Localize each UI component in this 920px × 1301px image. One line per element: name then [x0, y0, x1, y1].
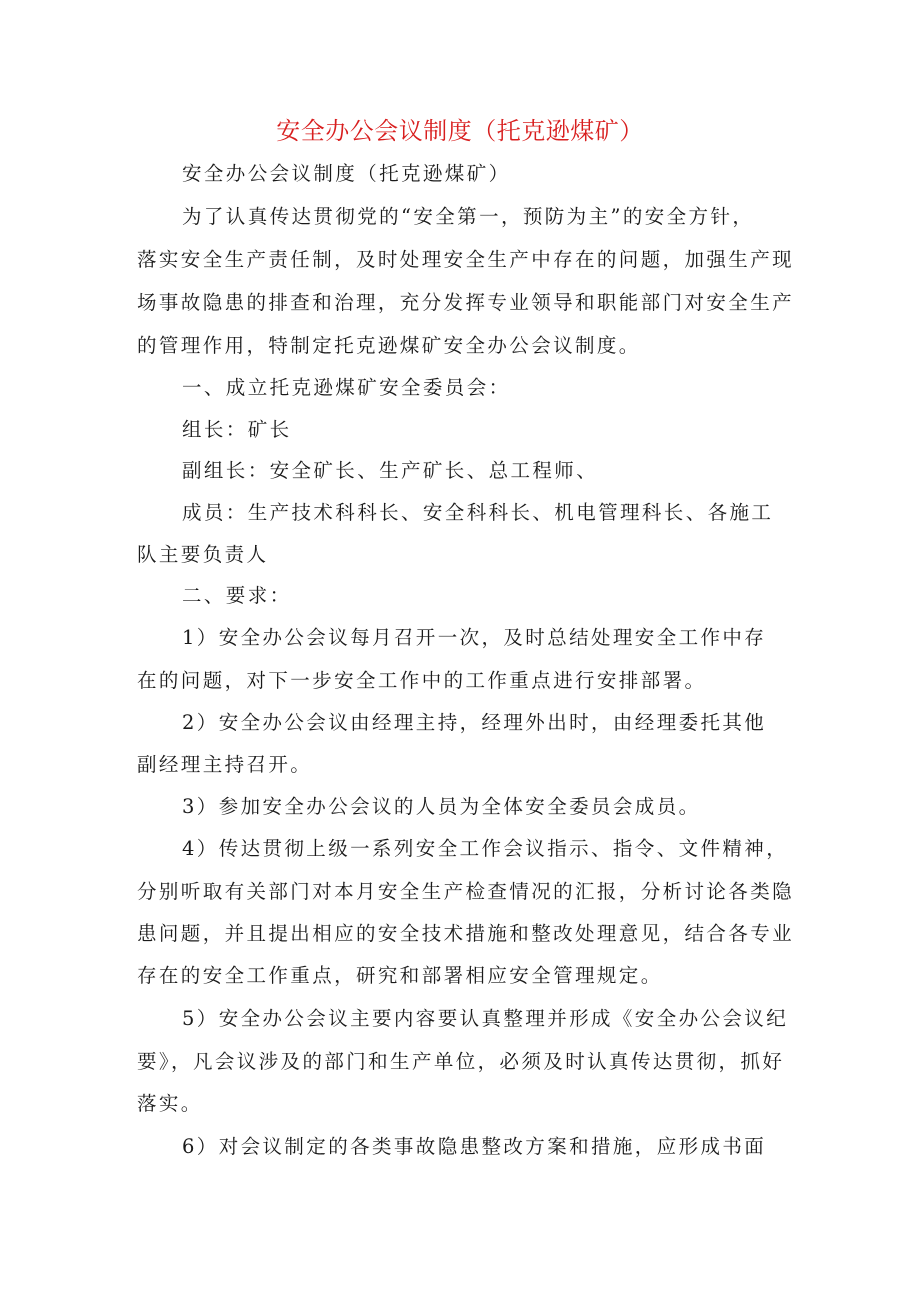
paragraph-line: 落实安全生产责任制，及时处理安全生产中存在的问题，加强生产现 [137, 248, 795, 271]
paragraph-line: 队主要负责人 [137, 543, 269, 566]
paragraph-line: 成员：生产技术科科长、安全科科长、机电管理科长、各施工 [182, 501, 774, 524]
list-item-line: 患问题，并且提出相应的安全技术措施和整改处理意见，结合各专业 [137, 922, 795, 945]
list-item-line: 1）安全办公会议每月召开一次，及时总结处理安全工作中存 [182, 626, 767, 649]
section-heading: 二、要求： [182, 584, 292, 607]
document-title: 安全办公会议制度（托克逊煤矿） [276, 117, 644, 145]
list-item-line: 3）参加安全办公会议的人员为全体安全委员会成员。 [182, 795, 701, 818]
list-item-line: 4）传达贯彻上级一系列安全工作会议指示、指令、文件精神， [182, 837, 789, 860]
list-item-line: 5）安全办公会议主要内容要认真整理并形成《安全办公会议纪 [182, 1007, 789, 1030]
list-item-line: 在的问题，对下一步安全工作中的工作重点进行安排部署。 [137, 669, 707, 692]
subtitle-line: 安全办公会议制度（托克逊煤矿） [182, 162, 511, 185]
list-item-line: 落实。 [137, 1092, 203, 1115]
list-item-line: 存在的安全工作重点，研究和部署相应安全管理规定。 [137, 964, 663, 987]
section-heading: 一、成立托克逊煤矿安全委员会： [182, 376, 511, 399]
paragraph-line: 场事故隐患的排查和治理，充分发挥专业领导和职能部门对安全生产 [137, 291, 795, 314]
paragraph-line: 组长：矿长 [182, 418, 292, 441]
list-item-line: 要》，凡会议涉及的部门和生产单位，必须及时认真传达贯彻，抓好 [137, 1050, 785, 1073]
list-item-line: 分别听取有关部门对本月安全生产检查情况的汇报，分析讨论各类隐 [137, 880, 795, 903]
list-item-line: 6）对会议制定的各类事故隐患整改方案和措施，应形成书面 [182, 1135, 767, 1158]
list-item-line: 副经理主持召开。 [137, 753, 313, 776]
list-item-line: 2）安全办公会议由经理主持，经理外出时，由经理委托其他 [182, 711, 767, 734]
paragraph-line: 为了认真传达贯彻党的“安全第一，预防为主”的安全方针， [182, 205, 755, 228]
paragraph-line: 的管理作用，特制定托克逊煤矿安全办公会议制度。 [137, 334, 641, 357]
paragraph-line: 副组长：安全矿长、生产矿长、总工程师、 [182, 459, 599, 482]
